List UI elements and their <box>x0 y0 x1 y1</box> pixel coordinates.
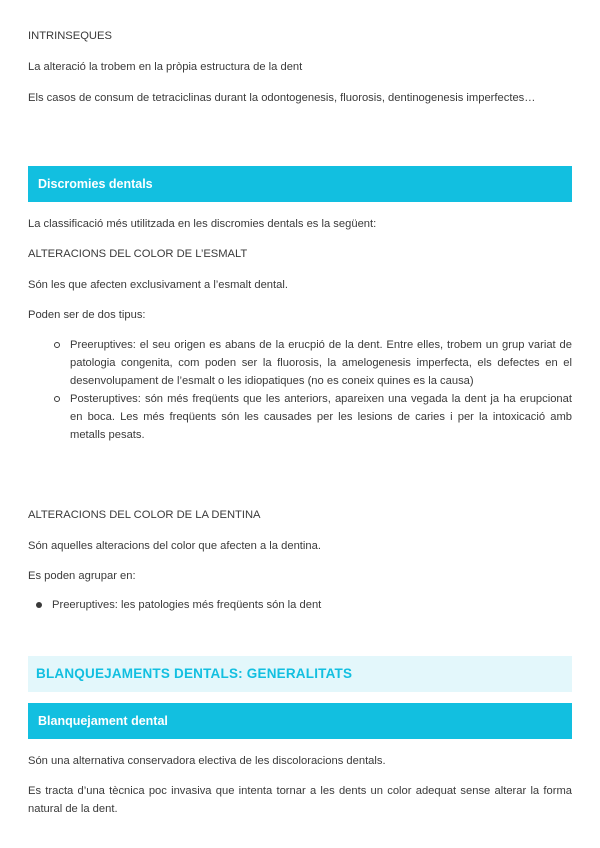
list-item-text: Preeruptives: el seu origen es abans de la erucpió de la dent. Entre elles, trobem un grup variat de patologia congenita, com poden ser la fluorosis, la amelogenesis imperfecta, els defectes en el desenvolupament de l’esmalt o les idiopatiques (no es coneix quines es la causa) <box>70 339 572 387</box>
list-item <box>28 596 572 614</box>
blanquejament-paragraph-2: Es tracta d’una tècnica poc invasiva que intenta tornar a les dents un color adequat sense alterar la forma natural de la dent. <box>28 785 572 815</box>
esmalt-paragraph-2: Poden ser de dos tipus: <box>28 309 146 321</box>
intrinseques-paragraph-1: La alteració la trobem en la pròpia estructura de la dent <box>28 61 303 73</box>
circle-bullet-icon <box>54 396 60 402</box>
list-item-text: Preeruptives: les patologies més freqüents són la dent <box>52 599 322 611</box>
blanquejament-paragraph-1: Són una alternativa conservadora electiva de les discoloracions dentals. <box>28 755 386 767</box>
disc-bullet-icon <box>36 602 42 608</box>
list-item <box>28 336 572 390</box>
discromies-intro: La classificació més utilitzada en les discromies dentals es la següent: <box>28 218 377 230</box>
dentina-paragraph-1: Són aquelles alteracions del color que afecten a la dentina. <box>28 540 321 552</box>
circle-bullet-icon <box>54 342 60 348</box>
blanquejaments-section-header: BLANQUEJAMENTS DENTALS: GENERALITATS <box>28 656 572 692</box>
dentina-heading: ALTERACIONS DEL COLOR DE LA DENTINA <box>28 509 261 521</box>
list-item-text: Posteruptives: són més freqüents que les anteriors, apareixen una vegada la dent ja ha erupcionat en boca. Les més freqüents són les causades per les lesions de caries i per la intoxicació amb metalls pesats. <box>70 393 572 441</box>
intrinseques-heading: INTRINSEQUES <box>28 30 112 42</box>
blanquejament-subsection-header: Blanquejament dental <box>28 703 572 739</box>
esmalt-paragraph-1: Són les que afecten exclusivament a l’esmalt dental. <box>28 279 288 291</box>
esmalt-types-list <box>28 336 572 444</box>
intrinseques-paragraph-2: Els casos de consum de tetraciclinas durant la odontogenesis, fluorosis, dentinogenesis imperfectes… <box>28 92 536 104</box>
dentina-groups-list <box>28 596 572 614</box>
list-item <box>28 390 572 444</box>
esmalt-heading: ALTERACIONS DEL COLOR DE L’ESMALT <box>28 248 248 260</box>
dentina-paragraph-2: Es poden agrupar en: <box>28 570 136 582</box>
discromies-section-header: Discromies dentals <box>28 166 572 202</box>
